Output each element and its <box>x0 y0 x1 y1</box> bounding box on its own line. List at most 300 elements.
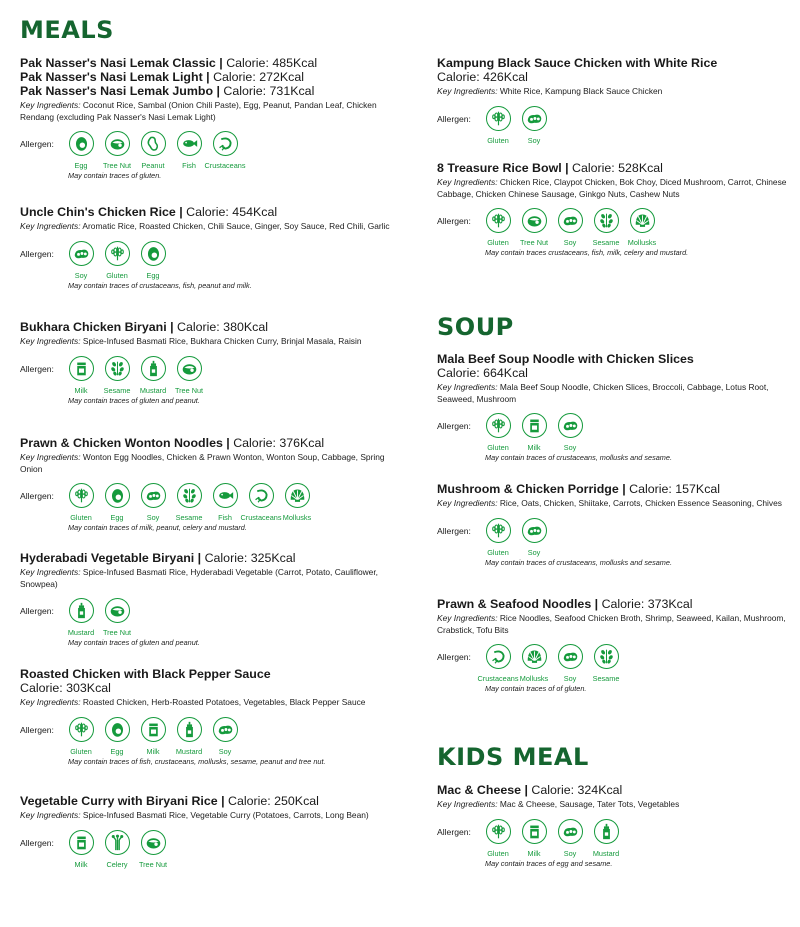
allergen-name: Crustaceans <box>204 161 246 170</box>
allergen-name: Soy <box>563 443 577 452</box>
allergen-crustaceans <box>477 644 519 683</box>
mustard-icon <box>177 717 202 742</box>
allergen-milk <box>64 356 98 395</box>
key-ingredients <box>437 613 792 636</box>
key-ingredients-label: Key Ingredients: <box>437 799 498 809</box>
allergen-crustaceans <box>204 131 246 170</box>
allergen-icons <box>64 483 316 522</box>
menu-item <box>437 597 792 693</box>
tree-nut-icon <box>522 208 547 233</box>
calorie-value: Calorie: 454Kcal <box>186 205 278 219</box>
allergen-soy <box>553 644 587 683</box>
allergen-mustard <box>136 356 170 395</box>
item-title <box>437 56 792 84</box>
allergen-sesame <box>100 356 134 395</box>
allergen-name: Milk <box>527 848 541 858</box>
allergen-icons <box>64 717 244 756</box>
allergen-icons <box>481 413 589 452</box>
item-name: Pak Nasser's Nasi Lemak Light <box>20 70 203 84</box>
allergen-mollusks <box>625 208 659 247</box>
allergen-icons <box>64 356 208 395</box>
allergen-icons <box>481 518 553 557</box>
allergen-icons <box>481 819 625 858</box>
allergen-name: Soy <box>74 270 88 280</box>
title-separator: | <box>166 320 178 334</box>
allergen-name: Soy <box>563 674 577 683</box>
allergen-row <box>437 413 792 452</box>
milk-icon <box>141 717 166 742</box>
soy-icon <box>558 208 583 233</box>
menu-item <box>437 352 792 462</box>
allergen-gluten <box>100 241 134 280</box>
allergen-name: Gluten <box>487 443 509 452</box>
allergen-name: Soy <box>218 746 232 756</box>
allergen-egg <box>100 717 134 756</box>
milk-icon <box>69 356 94 381</box>
soy-icon <box>558 644 583 669</box>
item-name: Vegetable Curry with Biryani Rice <box>20 794 218 808</box>
key-ingredients <box>437 86 792 98</box>
title-separator: | <box>222 436 234 450</box>
allergen-mustard <box>64 598 98 637</box>
title-separator: | <box>591 597 602 611</box>
allergen-name: Gluten <box>487 238 509 247</box>
soy-icon <box>558 413 583 438</box>
gluten-icon <box>486 106 511 131</box>
menu-item <box>437 56 792 145</box>
allergen-crustaceans <box>240 483 282 522</box>
allergen-mollusks <box>517 644 551 683</box>
allergen-milk <box>64 830 98 869</box>
item-title <box>437 161 792 175</box>
egg-icon <box>105 717 130 742</box>
item-name: Mac & Cheese <box>437 783 522 797</box>
section-title-kids-meal: KIDS MEAL <box>437 743 589 771</box>
allergen-name: Crustaceans <box>240 513 282 522</box>
calorie-value: Calorie: 325Kcal <box>204 551 296 565</box>
key-ingredients <box>20 221 405 233</box>
allergen-sesame <box>589 644 623 683</box>
allergen-fish <box>172 131 206 170</box>
item-name: Roasted Chicken with Black Pepper Sauce <box>20 667 271 681</box>
calorie-value: Calorie: 250Kcal <box>228 794 319 808</box>
allergen-name: Mollusks <box>627 238 657 247</box>
allergen-icons <box>481 208 661 247</box>
allergen-tree-nut <box>517 208 551 247</box>
allergen-name: Tree Nut <box>519 238 549 247</box>
item-name: Bukhara Chicken Biryani <box>20 320 167 334</box>
soy-icon <box>558 819 583 844</box>
key-ingredients <box>20 567 405 590</box>
allergen-name: Mustard <box>67 628 95 637</box>
menu-item <box>20 320 405 405</box>
trace-note: May contain traces of crustaceans, fish, peanut and milk. <box>68 280 252 290</box>
allergen-name: Gluten <box>487 135 509 145</box>
key-ingredients-value: Spice-Infused Basmati Rice, Vegetable Curry (Potatoes, Carrots, Long Bean) <box>82 810 369 820</box>
key-ingredients-value: Wonton Egg Noodles, Chicken & Prawn Wonton, Wonton Soup, Cabbage, Spring Onion <box>20 452 385 474</box>
allergen-name: Milk <box>74 385 88 395</box>
key-ingredients-label: Key Ingredients: <box>437 498 498 508</box>
menu-item <box>20 551 405 647</box>
gluten-icon <box>105 241 130 266</box>
allergen-icons <box>481 106 553 145</box>
key-ingredients <box>437 498 792 510</box>
egg-icon <box>69 131 94 156</box>
allergen-mollusks <box>280 483 314 522</box>
mustard-icon <box>594 819 619 844</box>
allergen-row <box>20 717 405 756</box>
item-name: Prawn & Seafood Noodles <box>437 597 592 611</box>
key-ingredients <box>437 799 792 811</box>
menu-item <box>20 205 405 290</box>
item-title <box>20 667 405 695</box>
title-separator: | <box>521 783 532 797</box>
allergen-name: Mollusks <box>282 513 312 522</box>
key-ingredients <box>20 100 405 123</box>
allergen-label: Allergen: <box>437 113 471 124</box>
tree-nut-icon <box>177 356 202 381</box>
allergen-gluten <box>64 717 98 756</box>
allergen-label: Allergen: <box>437 525 471 536</box>
menu-item <box>20 667 405 766</box>
soy-icon <box>522 106 547 131</box>
section-title-soup: SOUP <box>437 313 514 341</box>
mollusks-icon <box>522 644 547 669</box>
mollusks-icon <box>630 208 655 233</box>
allergen-name: Soy <box>527 135 541 145</box>
title-separator: | <box>202 70 214 84</box>
allergen-label: Allergen: <box>437 421 471 431</box>
allergen-milk <box>517 413 551 452</box>
key-ingredients-value: Coconut Rice, Sambal (Onion Chili Paste), Egg, Peanut, Pandan Leaf, Chicken Rendang (excluding Pak Nasser's Nasi Lemak Light) <box>20 100 377 122</box>
key-ingredients-label: Key Ingredients: <box>20 697 81 707</box>
allergen-icons <box>64 830 172 869</box>
tree-nut-icon <box>105 131 130 156</box>
allergen-egg <box>64 131 98 170</box>
gluten-icon <box>486 518 511 543</box>
item-title <box>20 84 405 98</box>
item-name: Uncle Chin's Chicken Rice <box>20 205 176 219</box>
tree-nut-icon <box>105 598 130 623</box>
item-title <box>437 352 792 380</box>
fish-icon <box>177 131 202 156</box>
mollusks-icon <box>285 483 310 508</box>
allergen-label: Allergen: <box>20 724 54 735</box>
item-name: Mala Beef Soup Noodle with Chicken Slices <box>437 352 694 366</box>
gluten-icon <box>69 483 94 508</box>
title-separator: | <box>561 161 573 175</box>
allergen-soy <box>553 208 587 247</box>
gluten-icon <box>69 717 94 742</box>
allergen-tree-nut <box>100 598 134 637</box>
allergen-egg <box>100 483 134 522</box>
allergen-fish <box>208 483 242 522</box>
milk-icon <box>522 819 547 844</box>
allergen-name: Celery <box>106 859 128 869</box>
key-ingredients-label: Key Ingredients: <box>437 382 498 392</box>
allergen-name: Gluten <box>106 270 128 280</box>
trace-note: May contain traces of of gluten. <box>485 684 587 693</box>
allergen-sesame <box>589 208 623 247</box>
allergen-label: Allergen: <box>20 606 54 616</box>
section-title-meals: MEALS <box>20 16 114 44</box>
mustard-icon <box>141 356 166 381</box>
allergen-row <box>20 356 405 395</box>
key-ingredients-value: Spice-Infused Basmati Rice, Hyderabadi Vegetable (Carrot, Potato, Cauliflower, Snowpea) <box>20 567 378 589</box>
sesame-icon <box>177 483 202 508</box>
allergen-gluten <box>64 483 98 522</box>
allergen-name: Milk <box>527 443 541 452</box>
sesame-icon <box>105 356 130 381</box>
key-ingredients <box>20 810 405 822</box>
allergen-name: Soy <box>146 513 160 522</box>
allergen-soy <box>136 483 170 522</box>
soy-icon <box>213 717 238 742</box>
allergen-name: Tree Nut <box>102 628 132 637</box>
gluten-icon <box>486 413 511 438</box>
allergen-row <box>437 518 792 557</box>
item-title <box>20 551 405 565</box>
key-ingredients-value: Chicken Rice, Claypot Chicken, Bok Choy, Diced Mushroom, Carrot, Chinese Cabbage, Chicken Chinese Sausage, Ginkgo Nuts, Cashew Nuts <box>437 177 787 199</box>
calorie-value: Calorie: 157Kcal <box>629 482 721 496</box>
menu-item <box>20 56 405 180</box>
allergen-name: Gluten <box>70 746 92 756</box>
key-ingredients-label: Key Ingredients: <box>20 336 81 346</box>
crustaceans-icon <box>249 483 274 508</box>
allergen-icons <box>64 241 172 280</box>
title-separator: | <box>215 56 227 70</box>
item-name: Kampung Black Sauce Chicken with White Rice <box>437 56 718 70</box>
allergen-soy <box>64 241 98 280</box>
calorie-value: Calorie: 373Kcal <box>601 597 693 611</box>
allergen-name: Egg <box>146 270 160 280</box>
sesame-icon <box>594 644 619 669</box>
tree-nut-icon <box>141 830 166 855</box>
item-name: 8 Treasure Rice Bowl <box>437 161 562 175</box>
allergen-name: Milk <box>74 859 88 869</box>
allergen-name: Gluten <box>487 848 509 858</box>
allergen-celery <box>100 830 134 869</box>
title-separator: | <box>194 551 205 565</box>
allergen-soy <box>517 518 551 557</box>
allergen-name: Sesame <box>592 674 620 683</box>
allergen-name: Egg <box>110 746 124 756</box>
allergen-label: Allergen: <box>437 826 471 837</box>
allergen-name: Gluten <box>487 547 509 557</box>
key-ingredients <box>437 382 792 405</box>
item-name: Hyderabadi Vegetable Biryani <box>20 551 195 565</box>
gluten-icon <box>486 208 511 233</box>
trace-note: May contain traces crustaceans, fish, milk, celery and mustard. <box>485 248 689 257</box>
allergen-name: Mustard <box>175 746 203 756</box>
key-ingredients <box>20 336 405 348</box>
key-ingredients-value: White Rice, Kampung Black Sauce Chicken <box>499 86 663 96</box>
allergen-egg <box>136 241 170 280</box>
egg-icon <box>141 241 166 266</box>
allergen-row <box>437 106 792 145</box>
allergen-tree-nut <box>136 830 170 869</box>
key-ingredients-value: Rice, Oats, Chicken, Shiitake, Carrots, Chicken Essence Seasoning, Chives <box>499 498 782 508</box>
allergen-row <box>20 830 405 869</box>
key-ingredients <box>20 452 405 475</box>
allergen-peanut <box>136 131 170 170</box>
item-title <box>20 205 405 219</box>
allergen-tree-nut <box>172 356 206 395</box>
key-ingredients-label: Key Ingredients: <box>437 177 498 187</box>
calorie-value: Calorie: 380Kcal <box>177 320 268 334</box>
allergen-label: Allergen: <box>20 491 54 501</box>
gluten-icon <box>486 819 511 844</box>
calorie-value: Calorie: 731Kcal <box>223 84 315 98</box>
soy-icon <box>69 241 94 266</box>
mustard-icon <box>69 598 94 623</box>
soy-icon <box>522 518 547 543</box>
allergen-sesame <box>172 483 206 522</box>
key-ingredients-label: Key Ingredients: <box>437 613 498 623</box>
allergen-milk <box>136 717 170 756</box>
item-title <box>20 56 405 70</box>
item-name: Prawn & Chicken Wonton Noodles <box>20 436 223 450</box>
item-name: Mushroom & Chicken Porridge <box>437 482 619 496</box>
item-title <box>437 482 792 496</box>
key-ingredients-label: Key Ingredients: <box>20 567 81 577</box>
calorie-value: Calorie: 426Kcal <box>437 70 528 84</box>
allergen-icons <box>477 644 625 683</box>
peanut-icon <box>141 131 166 156</box>
trace-note: May contain traces of gluten. <box>68 171 162 180</box>
calorie-value: Calorie: 528Kcal <box>572 161 663 175</box>
item-title <box>437 597 792 611</box>
item-name: Pak Nasser's Nasi Lemak Classic <box>20 56 216 70</box>
allergen-name: Sesame <box>103 385 131 395</box>
allergen-gluten <box>481 208 515 247</box>
menu-item <box>437 482 792 567</box>
trace-note: May contain traces of milk, peanut, celery and mustard. <box>68 523 247 532</box>
allergen-name: Sesame <box>592 238 620 247</box>
item-title <box>437 783 792 797</box>
trace-note: May contain traces of egg and sesame. <box>485 858 613 868</box>
trace-note: May contain traces of crustaceans, mollusks and sesame. <box>485 453 672 462</box>
key-ingredients <box>437 177 792 200</box>
calorie-value: Calorie: 303Kcal <box>20 681 111 695</box>
allergen-soy <box>517 106 551 145</box>
key-ingredients-value: Roasted Chicken, Herb-Roasted Potatoes, Vegetables, Black Pepper Sauce <box>82 697 366 707</box>
allergen-icons <box>64 131 244 170</box>
allergen-name: Egg <box>110 513 124 522</box>
trace-note: May contain traces of fish, crustaceans, mollusks, sesame, peanut and tree nut. <box>68 756 326 766</box>
milk-icon <box>69 830 94 855</box>
allergen-name: Crustaceans <box>477 674 519 683</box>
allergen-row <box>20 131 405 170</box>
allergen-label: Allergen: <box>437 652 471 662</box>
allergen-tree-nut <box>100 131 134 170</box>
allergen-row <box>20 483 405 522</box>
title-separator: | <box>217 794 228 808</box>
allergen-name: Tree Nut <box>102 161 132 170</box>
menu-item <box>20 794 405 869</box>
key-ingredients-label: Key Ingredients: <box>437 86 498 96</box>
allergen-soy <box>208 717 242 756</box>
calorie-value: Calorie: 664Kcal <box>437 366 528 380</box>
key-ingredients-label: Key Ingredients: <box>20 221 81 231</box>
crustaceans-icon <box>486 644 511 669</box>
allergen-name: Soy <box>527 547 541 557</box>
key-ingredients-label: Key Ingredients: <box>20 452 81 462</box>
allergen-label: Allergen: <box>20 363 54 374</box>
key-ingredients-label: Key Ingredients: <box>20 810 81 820</box>
trace-note: May contain traces of crustaceans, mollusks and sesame. <box>485 557 672 567</box>
allergen-gluten <box>481 413 515 452</box>
allergen-row <box>20 598 405 637</box>
allergen-name: Tree Nut <box>138 859 168 869</box>
calorie-value: Calorie: 485Kcal <box>226 56 318 70</box>
allergen-soy <box>553 413 587 452</box>
allergen-label: Allergen: <box>20 837 54 848</box>
allergen-mustard <box>589 819 623 858</box>
key-ingredients-value: Spice-Infused Basmati Rice, Bukhara Chicken Curry, Brinjal Masala, Raisin <box>82 336 362 346</box>
allergen-row <box>437 644 792 683</box>
allergen-gluten <box>481 518 515 557</box>
key-ingredients-value: Mac & Cheese, Sausage, Tater Tots, Vegetables <box>499 799 680 809</box>
trace-note: May contain traces of gluten and peanut. <box>68 395 200 405</box>
calorie-value: Calorie: 324Kcal <box>531 783 623 797</box>
title-separator: | <box>618 482 630 496</box>
menu-item <box>437 161 792 257</box>
allergen-label: Allergen: <box>20 248 54 259</box>
allergen-row <box>437 819 792 858</box>
allergen-name: Soy <box>563 238 577 247</box>
item-name: Pak Nasser's Nasi Lemak Jumbo <box>20 84 214 98</box>
title-separator: | <box>175 205 187 219</box>
soy-icon <box>141 483 166 508</box>
allergen-row <box>437 208 792 247</box>
title-separator: | <box>213 84 224 98</box>
allergen-label: Allergen: <box>437 216 471 226</box>
calorie-value: Calorie: 376Kcal <box>233 436 325 450</box>
fish-icon <box>213 483 238 508</box>
allergen-name: Tree Nut <box>174 385 204 395</box>
allergen-name: Fish <box>182 161 196 170</box>
item-title <box>20 794 405 808</box>
allergen-mustard <box>172 717 206 756</box>
key-ingredients-value: Rice Noodles, Seafood Chicken Broth, Shrimp, Seaweed, Kailan, Mushroom, Crabstick, Tofu Bits <box>437 613 786 635</box>
sesame-icon <box>594 208 619 233</box>
item-title <box>20 320 405 334</box>
key-ingredients-label: Key Ingredients: <box>20 100 81 110</box>
allergen-name: Mustard <box>139 385 167 395</box>
milk-icon <box>522 413 547 438</box>
allergen-icons <box>64 598 136 637</box>
allergen-name: Soy <box>563 848 577 858</box>
key-ingredients-value: Aromatic Rice, Roasted Chicken, Chili Sauce, Ginger, Soy Sauce, Red Chili, Garlic <box>82 221 390 231</box>
key-ingredients-value: Mala Beef Soup Noodle, Chicken Slices, Broccoli, Cabbage, Lotus Root, Seaweed, Mushroom <box>437 382 769 404</box>
menu-item <box>20 436 405 532</box>
allergen-milk <box>517 819 551 858</box>
allergen-name: Egg <box>74 161 88 170</box>
celery-icon <box>105 830 130 855</box>
allergen-name: Gluten <box>70 513 92 522</box>
calorie-value: Calorie: 272Kcal <box>213 70 304 84</box>
allergen-name: Peanut <box>141 161 165 170</box>
allergen-gluten <box>481 106 515 145</box>
item-title <box>20 70 405 84</box>
allergen-name: Sesame <box>175 513 203 522</box>
allergen-row <box>20 241 405 280</box>
key-ingredients <box>20 697 405 709</box>
allergen-name: Mollusks <box>519 674 549 683</box>
egg-icon <box>105 483 130 508</box>
allergen-soy <box>553 819 587 858</box>
